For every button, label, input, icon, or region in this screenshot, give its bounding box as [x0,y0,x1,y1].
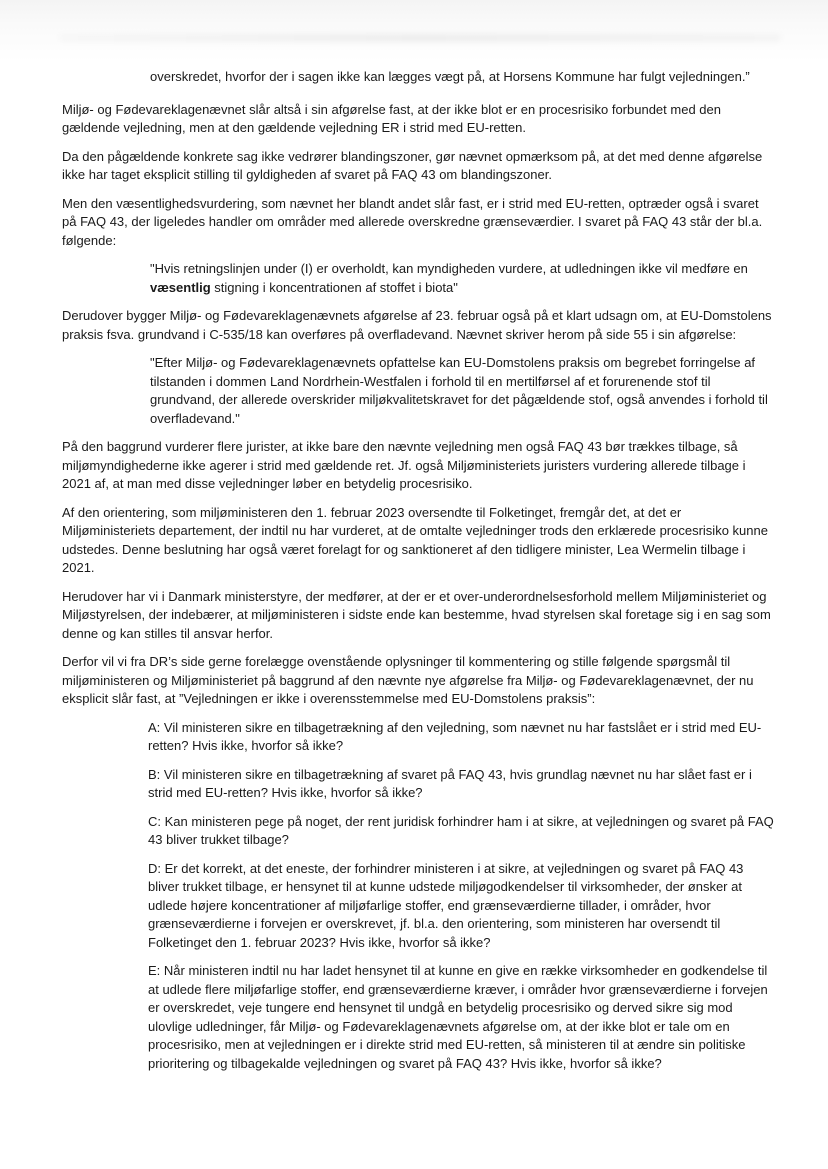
paragraph-6: Af den orientering, som miljøministeren den 1. februar 2023 oversendte til Folketinget, fremgår det, at det er Miljøministeriets departement, der indtil nu har vurderet, at de omtalte vejledninger trods den erklærede procesrisiko kunne udstedes. Denne beslutning har også været forelagt for og sanktioneret af den tidligere minister, Lea Wermelin tilbage i 2021. [62,504,768,575]
question-e: E: Når ministeren indtil nu har ladet hensynet til at kunne en give en række virksomheder en godkendelse til at udlede flere miljøfarlige stoffer, end grænseværdierne kræver, i områder hvor grænseværdierne i forvejen er overskredet, veje tungere end hensynet til undgå en betydelig procesrisiko og derved sikre sig mod ulovlige udledninger, får Miljø- og Fødevareklagenævnets afgørelse om, at der ikke blot er tale om en procesrisiko, men at vejledningen er i direkte strid med EU-retten, så ministeren til at ændre sin politiske prioritering og tilbagekalde vejledningen og svaret på FAQ 43? Hvis ikke, hvorfor så ikke? [148,963,768,1071]
paragraph-8: Derfor vil vi fra DR’s side gerne forelægge ovenstående oplysninger til kommentering og stille følgende spørgsmål til miljøministeren og Miljøministeriet på baggrund af den nævnte nye afgørelse fra Miljø- og Fødevareklagenævnet, der nu eksplicit slår fast, at ”Vejledningen er ikke i overensstemmelse med EU-Domstolens praksis”: [62,654,754,706]
quote1-text-a: "Hvis retningslinjen under (I) er overholdt, kan myndigheden vurdere, at udledningen ikke vil medføre en [150,261,748,276]
block-quote-ruling: "Efter Miljø- og Fødevareklagenævnets opfattelse kan EU-Domstolens praksis om begrebet forringelse af tilstanden i dommen Land Nordrhein-Westfalen i forhold til en mertilførsel af et forurenende stof til grundvand, der allerede overskrider miljøkvalitetskravet for det pågældende stof, også anvendes i forhold til overfladevand." [150,355,768,426]
block-quote-faq43 [150,260,774,297]
document-body [62,68,774,1083]
paragraph-7: Herudover har vi i Danmark ministerstyre, der medfører, at der er et over-underordnelsesforhold mellem Miljøministeriet og Miljøstyrelsen, der indebærer, at miljøministeren i sidste ende kan bestemme, hvad styrelsen skal foretage sig i en sag som denne og kan stilles til ansvar herfor. [62,588,771,641]
question-b: B: Vil ministeren sikre en tilbagetrækning af svaret på FAQ 43, hvis grundlag nævnet nu har slået fast er i strid med EU-retten? Hvis ikke, hvorfor så ikke? [148,766,752,800]
question-a: A: Vil ministeren sikre en tilbagetrækning af den vejledning, som nævnet nu har fastslået er i strid med EU-retten? Hvis ikke, hvorfor så ikke? [148,719,762,753]
question-c: C: Kan ministeren pege på noget, der rent juridisk forhindrer ham i at sikre, at vejledningen og svaret på FAQ 43 bliver trukket tilbage? [148,813,774,847]
scan-header-shadow [0,0,828,62]
paragraph-2: Da den pågældende konkrete sag ikke vedrører blandingszoner, gør nævnet opmærksom på, at det med denne afgørelse ikke har taget eksplicit stilling til gyldigheden af svaret på FAQ 43 om blandingszoner. [62,148,763,182]
quote1-text-b: stigning i koncentrationen af stoffet i biota" [210,279,458,295]
paragraph-5: På den baggrund vurderer flere jurister, at ikke bare den nævnte vejledning men også FAQ 43 bør trækkes tilbage, så miljømyndighederne ikke agerer i strid med gældende ret. Jf. også Miljøministeriets juristers vurdering allerede tilbage i 2021 af, at man med disse vejledninger løber en betydelig procesrisiko. [62,439,746,491]
scan-bleed-line [60,34,780,42]
question-d: D: Er det korrekt, at det eneste, der forhindrer ministeren i at sikre, at vejledningen og svaret på FAQ 43 bliver trukket tilbage, er hensynet til at kunne udstede miljøgodkendelser til virksomheder, der ønsker at udlede højere koncentrationer af miljøfarlige stoffer, end grænseværdierne tillader, i områder, hvor grænseværdierne i forvejen er overskrevet, jf. bl.a. den orientering, som ministeren har oversendt til Folketinget den 1. februar 2023? Hvis ikke, hvorfor så ikke? [148,860,744,950]
quote-continuation: overskredet, hvorfor der i sagen ikke kan lægges vægt på, at Horsens Kommune har fulgt vejledningen.” [150,69,750,84]
paragraph-4: Derudover bygger Miljø- og Fødevareklagenævnets afgørelse af 23. februar også på et klart udsagn om, at EU-Domstolens praksis fsva. grundvand i C-535/18 kan overføres på overfladevand. Nævnet skriver herom på side 55 i sin afgørelse: [62,308,772,342]
paragraph-1: Miljø- og Fødevareklagenævnet slår altså i sin afgørelse fast, at der ikke blot er en procesrisiko forbundet med den gældende vejledning, men at den gældende vejledning ER i strid med EU-retten. [62,101,721,135]
quote1-bold: væsentlig [150,279,211,295]
paragraph-3: Men den væsentlighedsvurdering, som nævnet her blandt andet slår fast, er i strid med EU-retten, optræder også i svaret på FAQ 43, der ligeledes handler om områder med allerede overskredne grænseværdier. I svaret på FAQ 43 står der bl.a. følgende: [62,195,763,248]
